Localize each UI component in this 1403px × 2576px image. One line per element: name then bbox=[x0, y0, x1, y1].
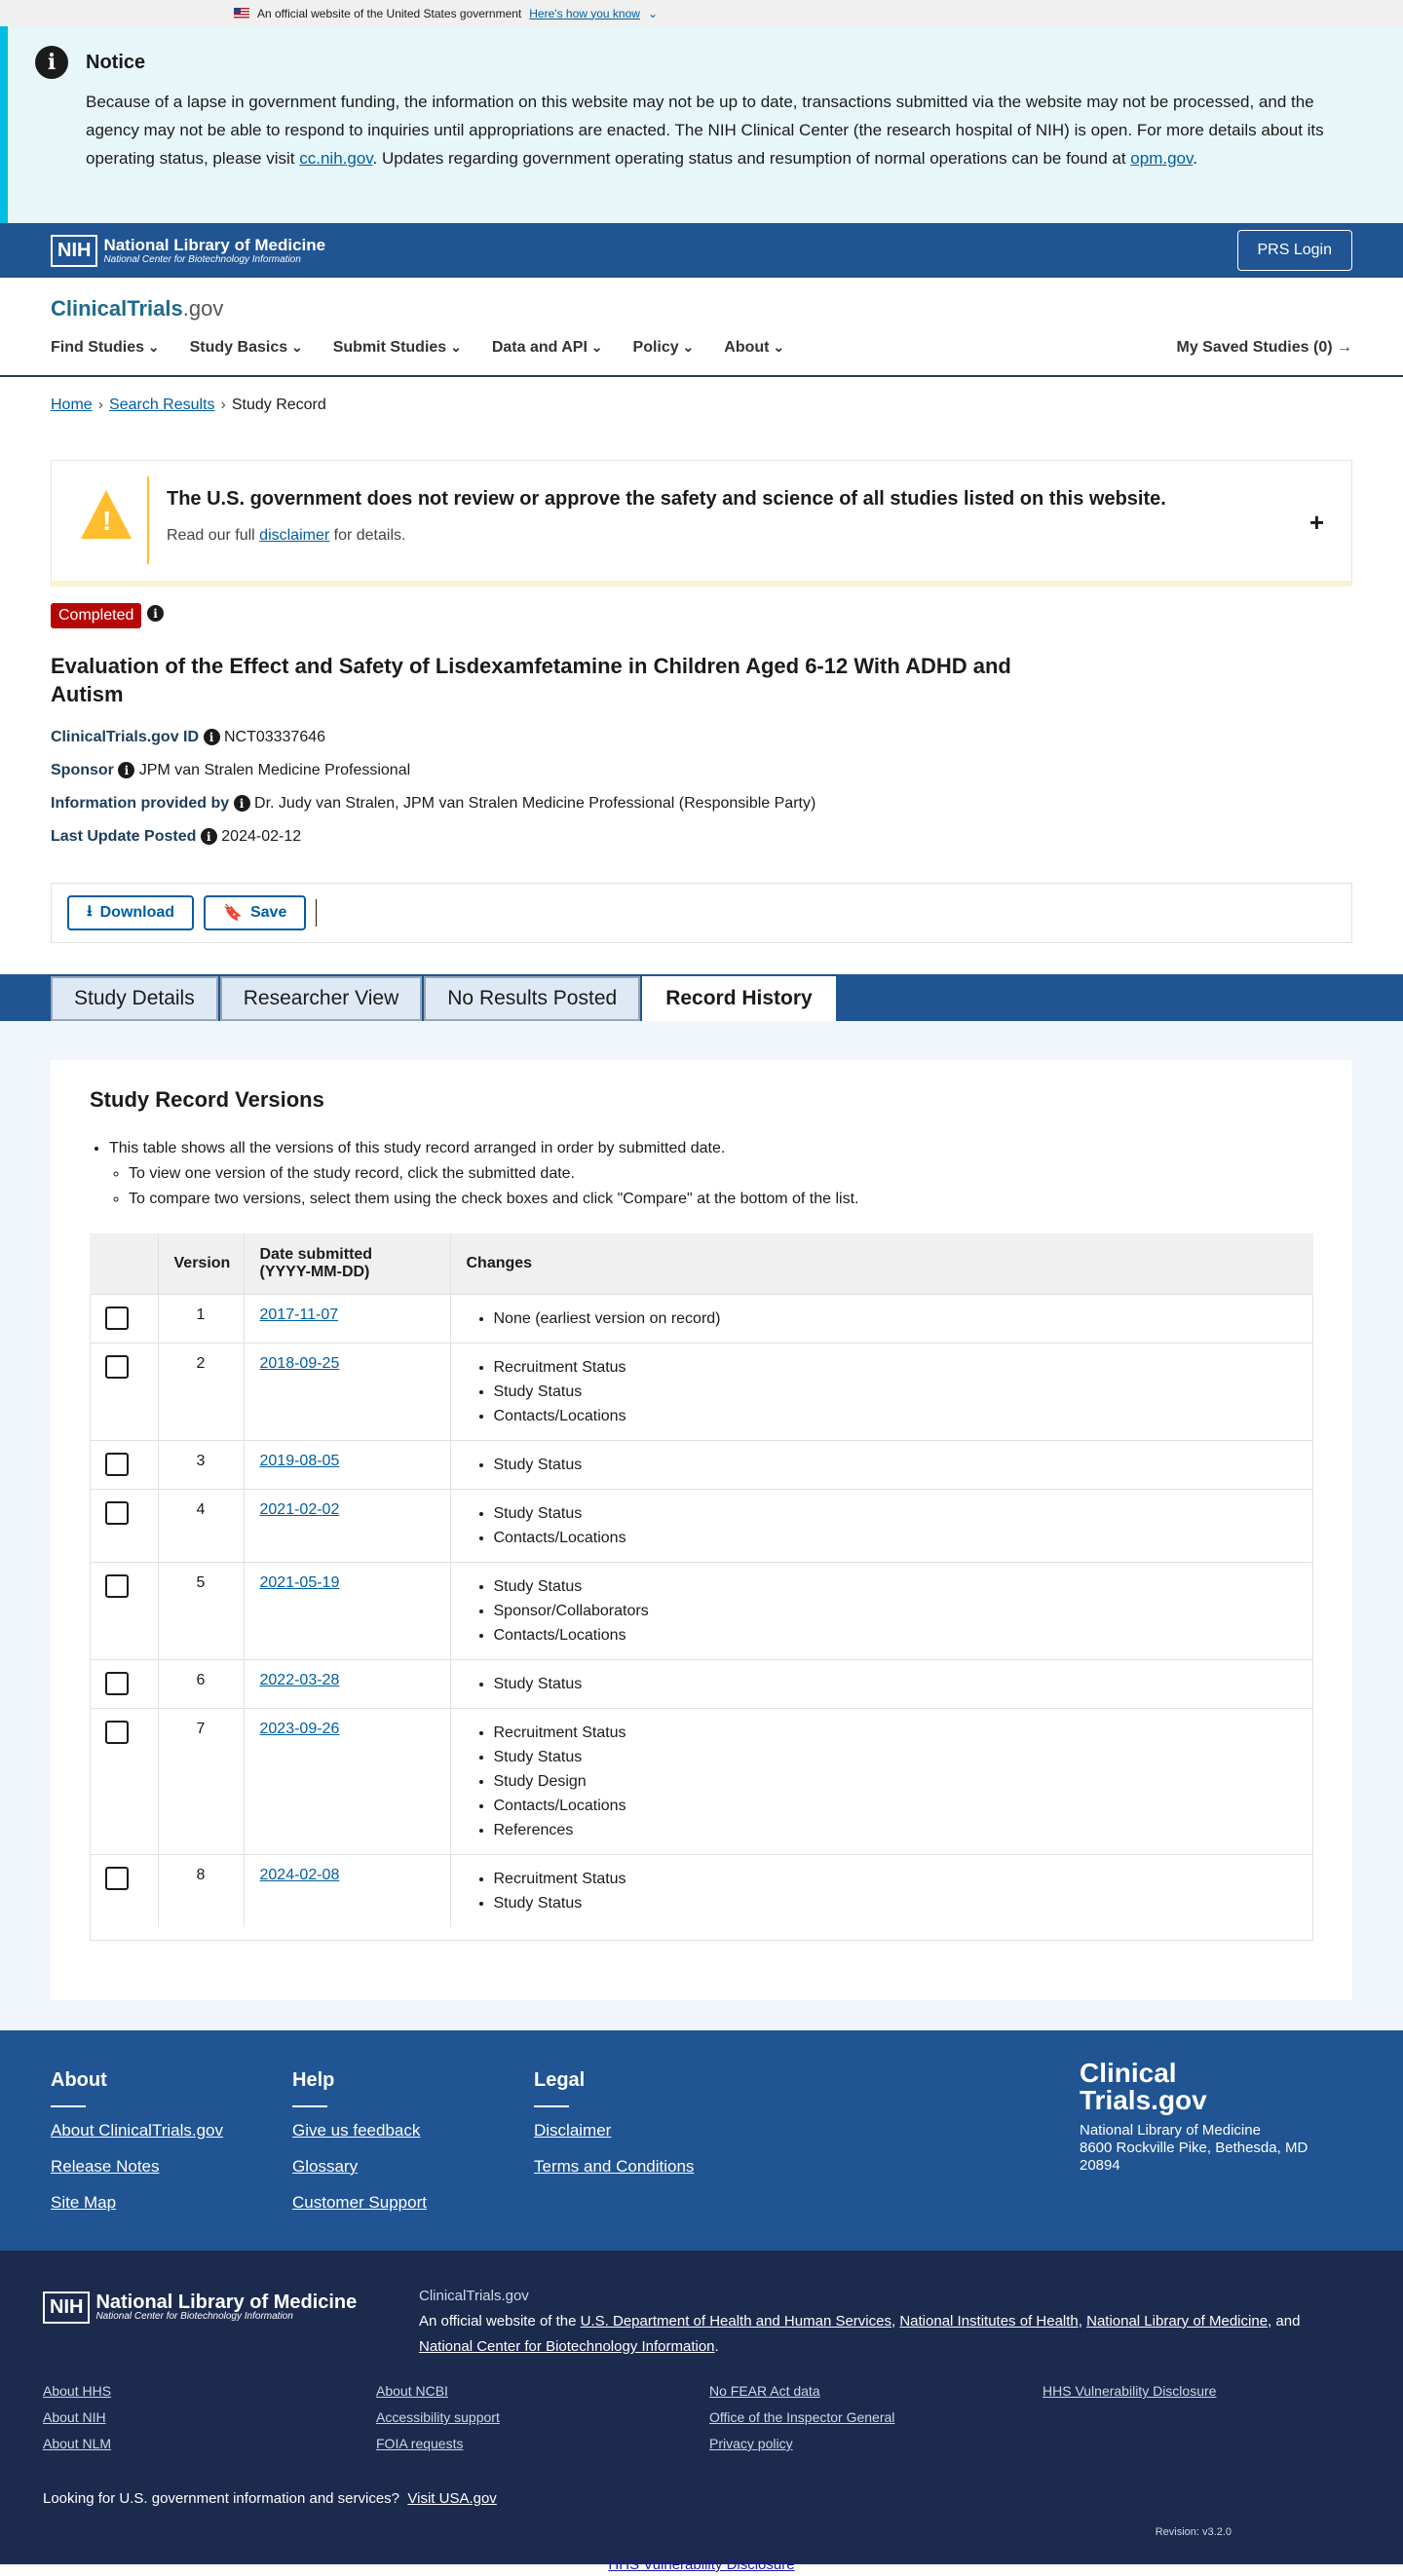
instruction-item: ◦ To compare two versions, select them using the check boxes and click "Compare" at the bottom of the list. bbox=[129, 1187, 859, 1212]
action-divider bbox=[316, 899, 317, 927]
changes-cell bbox=[450, 1659, 1313, 1708]
notice-body bbox=[86, 88, 1335, 172]
footer-link-release-notes[interactable]: Release Notes bbox=[51, 2157, 160, 2176]
footer-ncbi-name: National Center for Biotechnology Information bbox=[95, 2311, 293, 2322]
footer-grid-spacer bbox=[1043, 2409, 1376, 2425]
warning-icon: ! bbox=[81, 490, 132, 539]
footer-legal-title: Legal bbox=[534, 2069, 586, 2091]
footer-link-disclaimer[interactable]: Disclaimer bbox=[534, 2121, 612, 2140]
footer-official-part: , and bbox=[1268, 2313, 1301, 2330]
nih-logo-box: NIH bbox=[51, 235, 97, 267]
saved-studies-link[interactable]: My Saved Studies (0) → bbox=[1176, 339, 1352, 356]
version-cell: 7 bbox=[158, 1708, 244, 1854]
hhs-link[interactable]: U.S. Department of Health and Human Services bbox=[580, 2313, 891, 2330]
footer-nih-box: NIH bbox=[43, 2292, 90, 2324]
change-item: • Study Status bbox=[494, 1501, 1314, 1526]
change-item: • Study Design bbox=[494, 1769, 1314, 1794]
version-cell: 3 bbox=[158, 1440, 244, 1489]
bookmark-icon: 🔖 bbox=[223, 905, 243, 922]
tab-researcher-view[interactable]: Researcher View bbox=[220, 976, 423, 1021]
footer-help-column bbox=[292, 2069, 427, 2229]
changes-cell bbox=[450, 1708, 1313, 1854]
change-item: • Recruitment Status bbox=[494, 1867, 1314, 1891]
date-cell bbox=[244, 1659, 450, 1708]
hhs-disclosure-link[interactable]: HHS Vulnerability Disclosure bbox=[608, 2557, 795, 2573]
how-you-know-link[interactable]: Here's how you know bbox=[529, 6, 640, 20]
sponsor-info-icon[interactable]: i bbox=[118, 762, 134, 778]
version-checkbox[interactable] bbox=[105, 1721, 129, 1744]
footer-nlm-name: National Library of Medicine bbox=[95, 2292, 358, 2313]
main-nav bbox=[51, 339, 784, 357]
nlm-link[interactable]: National Library of Medicine bbox=[1086, 2313, 1269, 2330]
study-title: Evaluation of the Effect and Safety of Lisdexamfetamine in Children Aged 6-12 With ADHD and Autism bbox=[51, 654, 1011, 706]
versions-table bbox=[90, 1233, 1313, 1927]
disclaimer-post: for details. bbox=[329, 527, 406, 544]
nlm-name: National Library of Medicine bbox=[103, 235, 326, 254]
nih-link[interactable]: National Institutes of Health bbox=[899, 2313, 1079, 2330]
footer-ct-logo[interactable] bbox=[1080, 2060, 1308, 2114]
status-info-icon[interactable]: i bbox=[147, 605, 164, 622]
nav-find-studies[interactable]: Find Studies ⌄ bbox=[51, 339, 160, 357]
revision-label: Revision: v3.2.0 bbox=[1155, 2526, 1232, 2538]
version-date-link[interactable]: 2018-09-25 bbox=[259, 1354, 340, 1372]
footer-link-grid bbox=[43, 2383, 1376, 2451]
version-cell: 8 bbox=[158, 1854, 244, 1927]
footer-link-no-fear[interactable]: No FEAR Act data bbox=[709, 2383, 820, 2399]
status-badge: Completed bbox=[51, 603, 141, 628]
version-checkbox[interactable] bbox=[105, 1672, 129, 1695]
footer-site-name: ClinicalTrials.gov bbox=[419, 2288, 529, 2304]
us-flag-icon bbox=[234, 8, 249, 19]
date-column-format: (YYYY-MM-DD) bbox=[259, 1263, 370, 1280]
change-item: • Study Status bbox=[494, 1574, 1314, 1599]
select-cell bbox=[90, 1489, 158, 1562]
table-row bbox=[90, 1294, 1313, 1343]
nav-policy[interactable]: Policy ⌄ bbox=[633, 339, 695, 357]
version-checkbox[interactable] bbox=[105, 1453, 129, 1476]
updated-info-icon[interactable]: i bbox=[201, 828, 217, 845]
footer-link-about-ncbi[interactable]: About NCBI bbox=[376, 2383, 448, 2399]
version-column-header: Version bbox=[158, 1233, 244, 1294]
changes-cell bbox=[450, 1854, 1313, 1927]
usa-gov-line bbox=[43, 2490, 497, 2507]
sponsor-label: Sponsor bbox=[51, 762, 114, 778]
footer-official-part: . bbox=[714, 2338, 719, 2355]
ct-logo-suffix: .gov bbox=[182, 296, 224, 321]
meta-provided bbox=[51, 795, 815, 813]
versions-heading: Study Record Versions bbox=[90, 1087, 324, 1112]
footer-official-part: , bbox=[1078, 2313, 1087, 2330]
footer-about-column bbox=[51, 2069, 223, 2229]
disclaimer-link[interactable]: disclaimer bbox=[259, 527, 330, 544]
changes-cell bbox=[450, 1343, 1313, 1440]
ncbi-link[interactable]: National Center for Biotechnology Information bbox=[419, 2338, 715, 2355]
date-cell bbox=[244, 1343, 450, 1440]
save-button[interactable] bbox=[204, 895, 306, 930]
date-cell bbox=[244, 1562, 450, 1659]
date-cell bbox=[244, 1489, 450, 1562]
footer-logo-line: Clinical bbox=[1080, 2058, 1177, 2088]
action-bar bbox=[51, 883, 1352, 943]
table-row bbox=[90, 1854, 1313, 1927]
table-row bbox=[90, 1708, 1313, 1854]
sponsor-value: JPM van Stralen Medicine Professional bbox=[138, 762, 411, 778]
provided-label: Information provided by bbox=[51, 795, 230, 812]
expand-icon[interactable]: + bbox=[1308, 508, 1324, 537]
select-column-header bbox=[90, 1233, 158, 1294]
breadcrumb-separator: › bbox=[97, 397, 104, 413]
table-row bbox=[90, 1343, 1313, 1440]
table-row bbox=[90, 1440, 1313, 1489]
version-cell: 2 bbox=[158, 1343, 244, 1440]
select-cell bbox=[90, 1659, 158, 1708]
provided-info-icon[interactable]: i bbox=[234, 795, 250, 812]
version-checkbox[interactable] bbox=[105, 1574, 129, 1598]
change-item: • Contacts/Locations bbox=[494, 1794, 1314, 1818]
footer-address: 20894 bbox=[1080, 2157, 1120, 2174]
version-cell: 4 bbox=[158, 1489, 244, 1562]
date-cell bbox=[244, 1294, 450, 1343]
tab-record-history[interactable]: Record History bbox=[642, 976, 836, 1021]
footer-link-oig[interactable]: Office of the Inspector General bbox=[709, 2409, 895, 2425]
changes-cell bbox=[450, 1562, 1313, 1659]
footer-link-site-map[interactable]: Site Map bbox=[51, 2193, 117, 2212]
version-date-link[interactable]: 2022-03-28 bbox=[259, 1671, 340, 1688]
footer-underline bbox=[51, 2105, 86, 2107]
notice-text: . bbox=[1193, 149, 1197, 168]
updated-label: Last Update Posted bbox=[51, 828, 197, 845]
instruction-text: This table shows all the versions of this study record arranged in order by submitted date. bbox=[109, 1140, 726, 1156]
table-row bbox=[90, 1489, 1313, 1562]
version-checkbox[interactable] bbox=[105, 1501, 129, 1525]
ct-logo-main: ClinicalTrials bbox=[51, 296, 183, 321]
footer-legal-column bbox=[534, 2069, 694, 2193]
meta-updated bbox=[51, 828, 301, 846]
version-checkbox[interactable] bbox=[105, 1355, 129, 1379]
change-item: • None (earliest version on record) bbox=[494, 1307, 1314, 1331]
footer-link-foia[interactable]: FOIA requests bbox=[376, 2436, 464, 2451]
version-date-link[interactable]: 2023-09-26 bbox=[259, 1720, 340, 1737]
change-item: • Study Status bbox=[494, 1672, 1314, 1696]
download-label: Download bbox=[99, 904, 175, 921]
ncbi-name: National Center for Biotechnology Information bbox=[103, 253, 301, 265]
footer-link-glossary[interactable]: Glossary bbox=[292, 2157, 359, 2176]
notice-text: Because of a lapse in government funding, the information on this website may not be up to date, transactions submitted via the website may not be processed, and the agency may not be able to respond to inquiries until appropriations are enacted. The NIH Clinical Center (the research hospital of NIH) is open. For more details about its operating status, please visit bbox=[86, 93, 1324, 168]
select-cell bbox=[90, 1562, 158, 1659]
id-label: ClinicalTrials.gov ID bbox=[51, 729, 200, 745]
footer-underline bbox=[534, 2105, 569, 2107]
tab-no-results-posted[interactable]: No Results Posted bbox=[424, 976, 640, 1021]
instruction-item: ◦ To view one version of the study record, click the submitted date. bbox=[129, 1161, 859, 1187]
chevron-down-icon: ⌄ bbox=[647, 6, 659, 20]
hhs-disclosure-bar bbox=[0, 2557, 1403, 2573]
version-cell: 6 bbox=[158, 1659, 244, 1708]
footer-logo-line: Trials.gov bbox=[1080, 2085, 1207, 2115]
change-item: • Study Status bbox=[494, 1453, 1314, 1477]
notice-text: . Updates regarding government operating status and resumption of normal operations can be found at bbox=[372, 149, 1131, 168]
nav-data-api[interactable]: Data and API ⌄ bbox=[492, 339, 603, 357]
date-column-header bbox=[244, 1233, 450, 1294]
change-item: • Recruitment Status bbox=[494, 1721, 1314, 1745]
footer-official-part: An official website of the bbox=[419, 2313, 581, 2330]
provided-value: Dr. Judy van Stralen, JPM van Stralen Medicine Professional (Responsible Party) bbox=[254, 795, 816, 812]
select-cell bbox=[90, 1343, 158, 1440]
disclaimer-box bbox=[51, 460, 1352, 587]
version-date-link[interactable]: 2019-08-05 bbox=[259, 1452, 340, 1469]
usa-gov-link[interactable]: Visit USA.gov bbox=[407, 2490, 497, 2507]
footer-underline bbox=[292, 2105, 327, 2107]
breadcrumb-search-results[interactable]: Search Results bbox=[109, 397, 215, 413]
footer-link-about-ct[interactable]: About ClinicalTrials.gov bbox=[51, 2121, 223, 2140]
footer-org: National Library of Medicine bbox=[1080, 2122, 1261, 2139]
notice-title: Notice bbox=[86, 52, 146, 73]
select-cell bbox=[90, 1854, 158, 1927]
instruction-item bbox=[109, 1136, 859, 1212]
date-column-title: Date submitted bbox=[259, 1245, 373, 1263]
change-item: • Contacts/Locations bbox=[494, 1623, 1314, 1648]
table-row bbox=[90, 1562, 1313, 1659]
versions-table-body bbox=[90, 1294, 1313, 1927]
gov-banner-text: An official website of the United States government bbox=[257, 6, 522, 20]
date-cell bbox=[244, 1708, 450, 1854]
download-button[interactable] bbox=[67, 895, 194, 930]
disclaimer-heading: The U.S. government does not review or approve the safety and science of all studies listed on this website. bbox=[167, 488, 1166, 510]
select-cell bbox=[90, 1440, 158, 1489]
footer-nlm-logo[interactable] bbox=[43, 2292, 357, 2324]
footer-official-part: , bbox=[891, 2313, 900, 2330]
record-history-card bbox=[51, 1060, 1352, 2000]
table-header-row bbox=[90, 1233, 1313, 1294]
changes-cell bbox=[450, 1294, 1313, 1343]
changes-column-header: Changes bbox=[450, 1233, 1313, 1294]
usa-question: Looking for U.S. government information and services? bbox=[43, 2490, 400, 2507]
opm-link[interactable]: opm.gov bbox=[1130, 149, 1194, 168]
version-checkbox[interactable] bbox=[105, 1867, 129, 1890]
version-cell: 1 bbox=[158, 1294, 244, 1343]
breadcrumb-separator: › bbox=[220, 397, 226, 413]
version-date-link[interactable]: 2024-02-08 bbox=[259, 1866, 340, 1883]
changes-cell bbox=[450, 1440, 1313, 1489]
meta-id bbox=[51, 729, 325, 746]
meta-sponsor bbox=[51, 762, 410, 779]
breadcrumb bbox=[51, 397, 326, 414]
ct-logo[interactable] bbox=[51, 296, 223, 322]
change-item: • Study Status bbox=[494, 1380, 1314, 1404]
header-divider bbox=[0, 375, 1403, 377]
footer-about-title: About bbox=[51, 2069, 107, 2091]
save-label: Save bbox=[249, 904, 287, 921]
versions-instructions bbox=[109, 1136, 859, 1212]
change-item: • Sponsor/Collaborators bbox=[494, 1599, 1314, 1623]
nav-submit-studies[interactable]: Submit Studies ⌄ bbox=[333, 339, 462, 357]
change-item: • Contacts/Locations bbox=[494, 1526, 1314, 1550]
disclaimer-accent bbox=[147, 476, 149, 564]
gov-banner bbox=[0, 0, 1403, 26]
footer-link-support[interactable]: Customer Support bbox=[292, 2193, 427, 2212]
breadcrumb-current: Study Record bbox=[231, 397, 326, 413]
disclaimer-text bbox=[167, 527, 405, 545]
change-item: • Study Status bbox=[494, 1745, 1314, 1769]
updated-value: 2024-02-12 bbox=[221, 828, 302, 845]
date-cell bbox=[244, 1440, 450, 1489]
version-cell: 5 bbox=[158, 1562, 244, 1659]
footer-address: 8600 Rockville Pike, Bethesda, MD bbox=[1080, 2140, 1308, 2156]
prs-login-button[interactable]: PRS Login bbox=[1237, 230, 1353, 271]
changes-cell bbox=[450, 1489, 1313, 1562]
change-item: • Study Status bbox=[494, 1891, 1314, 1915]
select-cell bbox=[90, 1708, 158, 1854]
footer-link-about-hhs[interactable]: About HHS bbox=[43, 2383, 112, 2399]
nct-id: NCT03337646 bbox=[223, 729, 326, 745]
footer-link-about-nih[interactable]: About NIH bbox=[43, 2409, 106, 2425]
footer-link-about-nlm[interactable]: About NLM bbox=[43, 2436, 112, 2451]
select-cell bbox=[90, 1294, 158, 1343]
footer-link-terms[interactable]: Terms and Conditions bbox=[534, 2157, 695, 2176]
study-tabs bbox=[0, 974, 1403, 1021]
date-cell bbox=[244, 1854, 450, 1927]
version-checkbox[interactable] bbox=[105, 1307, 129, 1330]
table-row bbox=[90, 1659, 1313, 1708]
tab-study-details[interactable]: Study Details bbox=[51, 976, 218, 1021]
version-date-link[interactable]: 2021-05-19 bbox=[259, 1573, 340, 1591]
footer-official-text bbox=[419, 2309, 1325, 2360]
footer-help-title: Help bbox=[292, 2069, 335, 2091]
change-item: • References bbox=[494, 1818, 1314, 1842]
footer-official bbox=[419, 2284, 1325, 2360]
change-item: • Contacts/Locations bbox=[494, 1404, 1314, 1428]
nav-study-basics[interactable]: Study Basics ⌄ bbox=[190, 339, 303, 357]
version-date-link[interactable]: 2021-02-02 bbox=[259, 1500, 340, 1518]
id-info-icon[interactable]: i bbox=[204, 729, 220, 745]
footer-link-feedback[interactable]: Give us feedback bbox=[292, 2121, 421, 2140]
nav-about[interactable]: About ⌄ bbox=[724, 339, 784, 357]
site-footer bbox=[0, 2030, 1403, 2251]
nlm-footer bbox=[0, 2251, 1403, 2564]
disclaimer-pre: Read our full bbox=[167, 527, 260, 544]
cc-nih-link[interactable]: cc.nih.gov bbox=[299, 149, 373, 168]
breadcrumb-home[interactable]: Home bbox=[51, 397, 93, 413]
change-item: • Recruitment Status bbox=[494, 1355, 1314, 1380]
info-icon: i bbox=[35, 46, 68, 79]
download-icon: ⭳ bbox=[87, 902, 93, 920]
footer-link-hhs-vulnerability[interactable]: HHS Vulnerability Disclosure bbox=[1043, 2383, 1217, 2399]
notice-alert bbox=[0, 26, 1403, 223]
version-date-link[interactable]: 2017-11-07 bbox=[259, 1306, 339, 1323]
footer-brand bbox=[1080, 2060, 1308, 2175]
footer-link-privacy[interactable]: Privacy policy bbox=[709, 2436, 793, 2451]
footer-link-accessibility[interactable]: Accessibility support bbox=[376, 2409, 500, 2425]
